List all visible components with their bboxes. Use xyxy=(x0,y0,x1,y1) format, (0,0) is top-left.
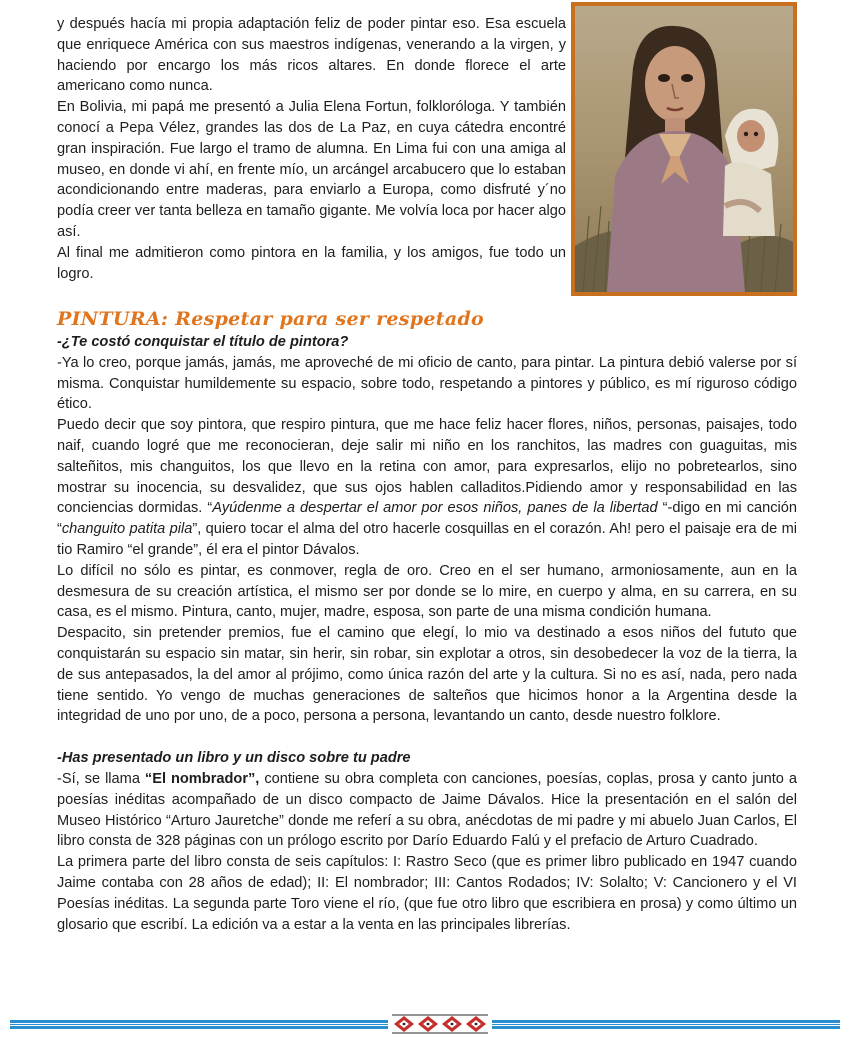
footer-rule-right xyxy=(492,1020,840,1029)
song-title-italic: changuito patita pila xyxy=(61,521,193,538)
answer-text: contiene su obra completa con canciones, poesías, coplas, prosa y canto junto a poesías inéditas acompañado de un disco compacto de Jaime Dávalos. Hice la presentación en el salón del Museo Histórico “Arturo Jauretche” donde me referí a su obra, anécdotas de mi padre y mi abuelo Juan Carlos, El libro consta de 328 páginas con un prólogo escrito por Darío Eduardo Falú y el prefacio de Arturo Cuadrado. xyxy=(57,770,798,850)
answer-text: ”, quiero tocar el alma del otro hacerle cosquillas en el corazón. Ah! pero el paisaje era de mi tio Ramiro “el grande”, él era el pintor Dávalos. xyxy=(57,521,797,558)
answer-paragraph: Despacito, sin pretender premios, fue el camino que elegí, lo mio va destinado a esos niños del fututo que conquistarán su espacio sin matar, sin herir, sin robar, sin explotar a otros, sin desobedecer la voz de la tierra, la de sus antepasados, la del amor al prójimo, como única razón del arte y la cultura. Si no es así, nada, pero nada tiene sentido. Yo vengo de muchas generaciones de salteños que hicimos honor a la Argentina desde la integridad de uno por uno, de a poco, persona a persona, levantando un canto, desde nuestro folklore. xyxy=(57,625,797,725)
book-title-bold: “El nombrador”, xyxy=(144,770,260,787)
painting-image xyxy=(571,2,797,296)
interview-section xyxy=(57,307,797,935)
section-heading: PINTURA: Respetar para ser respetado xyxy=(57,308,485,330)
answer-paragraph: La primera parte del libro consta de seis capítulos: I: Rastro Seco (que es primer libro publicado en 1947 cuando Jaime contaba con 28 años de edad); II: El nombrador; III: Cantos Rodados; IV: Solalto; V: Cancionero y el VI Poesías inéditas. La segunda parte Toro viene el río, (que fue otro libro que escribiera en prosa) y como último un glosario que escribí. La edición va a estar a la venta en las principales librerías. xyxy=(57,854,797,933)
answer-paragraph xyxy=(57,769,797,852)
answer-paragraph: Lo difícil no sólo es pintar, es conmover, regla de oro. Creo en el ser humano, armoniosamente, aun en la desmesura de su creación artística, el mismo ser por donde se lo mire, en cuerpo y alma, en su carrera, en su casa, es el mismo. Pintura, canto, mujer, madre, esposa, son parte de una misma condición humana. xyxy=(57,562,797,621)
answer-paragraph: -Ya lo creo, porque jamás, jamás, me aproveché de mi oficio de canto, para pintar. La pintura debió valerse por sí misma. Conquistar humildemente su espacio, sobre todo, respetando a pintores y público, es mí riguroso código ético. xyxy=(57,354,797,413)
answer-text: -Sí, se llama xyxy=(57,770,145,787)
andean-ornament-icon xyxy=(392,1014,488,1034)
question-1: -¿Te costó conquistar el título de pintora? xyxy=(57,334,349,350)
intro-text xyxy=(57,14,566,284)
page-footer xyxy=(0,1012,849,1036)
answer-text: Puedo decir que soy pintora, que respiro pintura, que me hace feliz hacer flores, niños, personas, paisajes, todo naif, cuando logré que me reconocieran, deje salir mi niño en los ranchitos, las madres con guaguitas, mis salteñitos, mis changuitos, los que llevo en la retina con amor, para expresarlos, elijo no pobretearlos, sino mostrar su inocencia, su desvalidez, que sus ojos hablen calladitos.Pidiendo amor y responsabilidad en las conciencias dormidas. “ xyxy=(57,417,797,517)
answer-paragraph xyxy=(57,415,797,561)
footer-rule-left xyxy=(10,1020,388,1029)
painting-woman-with-child-icon xyxy=(575,6,793,292)
answer-text: “-digo en mi canción “ xyxy=(57,500,797,538)
paragraph-gap xyxy=(57,727,797,748)
quote-italic: Ayúdenme a despertar el amor por esos niños, panes de la libertad xyxy=(212,500,658,517)
intro-paragraph: y después hacía mi propia adaptación feliz de poder pintar eso. Esa escuela que enriquece América con sus maestros indígenas, venerando a la virgen, y haciendo por encargo los más ricos altares. En donde florece el arte americano como nunca. xyxy=(57,16,566,95)
intro-paragraph: En Bolivia, mi papá me presentó a Julia Elena Fortun, folkloróloga. Y también conocí a Pepa Vélez, grandes las dos de La Paz, en cuya cátedra encontré gran inspiración. Fue largo el tramo de alumna. En Lima fui con una amiga al museo, en donde vi ahí, en frente mío, un arcángel arcabucero que lo estaban acondicionando entre maderas, para enviarlo a Europa, como disfruté y´no podía creer ver tanta belleza en tamaño gigante. Me volvía loca por hacer algo así. xyxy=(57,99,566,240)
intro-paragraph: Al final me admitieron como pintora en la familia, y los amigos, fue todo un logro. xyxy=(57,244,566,282)
question-2: -Has presentado un libro y un disco sobre tu padre xyxy=(57,750,411,767)
